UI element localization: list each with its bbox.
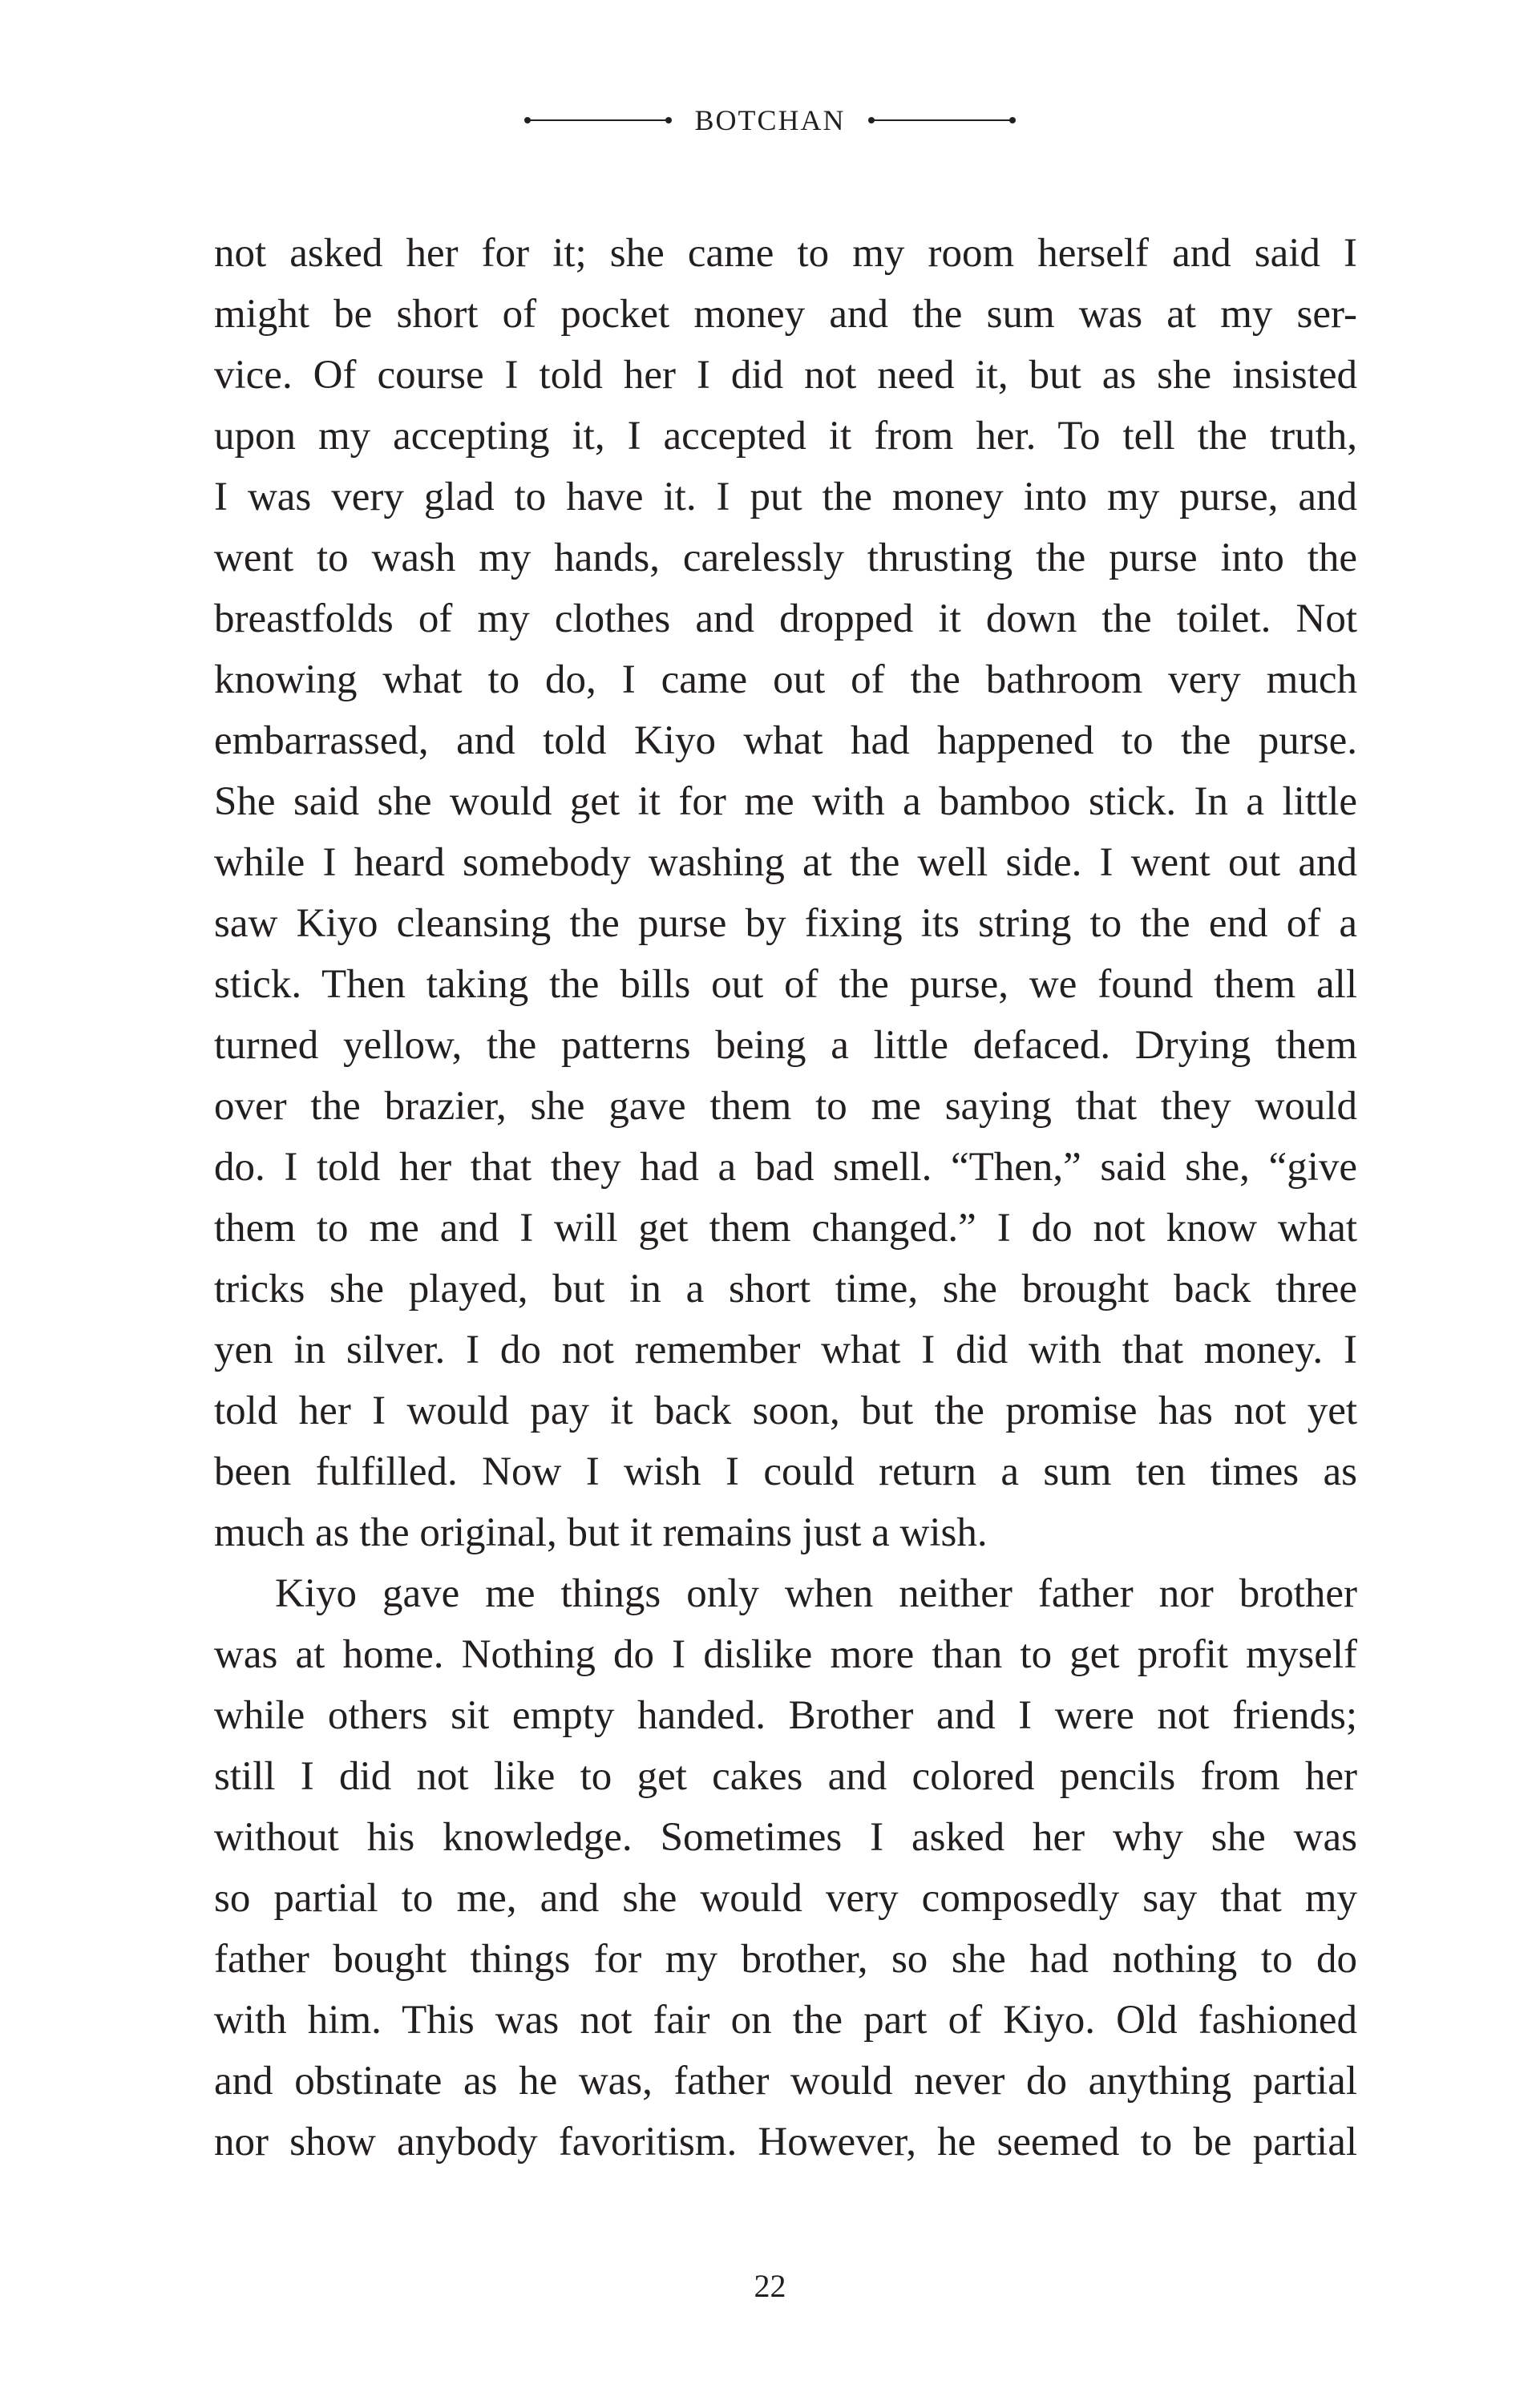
text-line: told her I would pay it back soon, but the promise has not yet (214, 1388, 1357, 1433)
running-header (0, 95, 1540, 146)
text-line: tricks she played, but in a short time, she brought back three (214, 1267, 1357, 1312)
text-line: went to wash my hands, carelessly thrusting the purse into the (214, 536, 1357, 580)
text-line: and obstinate as he was, father would never do anything partial (214, 2059, 1357, 2104)
header-rule-left (527, 119, 669, 121)
text-line: knowing what to do, I came out of the bathroom very much (214, 657, 1357, 702)
text-line: yen in silver. I do not remember what I did with that money. I (214, 1328, 1357, 1372)
text-line: them to me and I will get them changed.” I do not know what (214, 1206, 1357, 1251)
text-line: over the brazier, she gave them to me saying that they would (214, 1084, 1357, 1129)
text-line: stick. Then taking the bills out of the purse, we found them all (214, 962, 1357, 1007)
text-line: still I did not like to get cakes and colored pencils from her (214, 1754, 1357, 1799)
paragraph-2 (214, 1563, 1357, 2173)
text-line: breastfolds of my clothes and dropped it down the toilet. Not (214, 596, 1357, 641)
text-line: saw Kiyo cleansing the purse by fixing its string to the end of a (214, 901, 1357, 946)
text-line: vice. Of course I told her I did not need it, but as she insisted (214, 353, 1357, 398)
text-line: I was very glad to have it. I put the money into my purse, and (214, 475, 1357, 519)
book-title: BOTCHAN (694, 104, 846, 136)
text-line: not asked her for it; she came to my room herself and said I (214, 231, 1357, 276)
text-line: much as the original, but it remains just a wish. (214, 1510, 988, 1555)
body-text (214, 223, 1357, 2173)
paragraph-1 (214, 223, 1357, 1563)
text-line: so partial to me, and she would very composedly say that my (214, 1876, 1357, 1921)
text-line: nor show anybody favoritism. However, he seemed to be partial (214, 2120, 1357, 2164)
text-line: while others sit empty handed. Brother and I were not friends; (214, 1693, 1357, 1738)
text-line: Kiyo gave me things only when neither father nor brother (275, 1571, 1357, 1616)
text-line: without his knowledge. Sometimes I asked her why she was (214, 1815, 1357, 1860)
text-line: embarrassed, and told Kiyo what had happened to the purse. (214, 718, 1357, 763)
page-number: 22 (754, 2268, 786, 2304)
text-line: turned yellow, the patterns being a little defaced. Drying them (214, 1023, 1357, 1068)
text-line: father bought things for my brother, so she had nothing to do (214, 1937, 1357, 1982)
text-line: was at home. Nothing do I dislike more than to get profit myself (214, 1632, 1357, 1677)
text-line: might be short of pocket money and the sum was at my ser- (214, 292, 1357, 337)
text-line: while I heard somebody washing at the well side. I went out and (214, 840, 1357, 885)
text-line: do. I told her that they had a bad smell. “Then,” said she, “give (214, 1145, 1357, 1190)
text-line: been fulfilled. Now I wish I could return a sum ten times as (214, 1449, 1357, 1494)
text-line: She said she would get it for me with a bamboo stick. In a little (214, 779, 1357, 824)
text-line: upon my accepting it, I accepted it from her. To tell the truth, (214, 414, 1357, 459)
text-line: with him. This was not fair on the part of Kiyo. Old fashioned (214, 1998, 1357, 2043)
header-rule-right (871, 119, 1013, 121)
